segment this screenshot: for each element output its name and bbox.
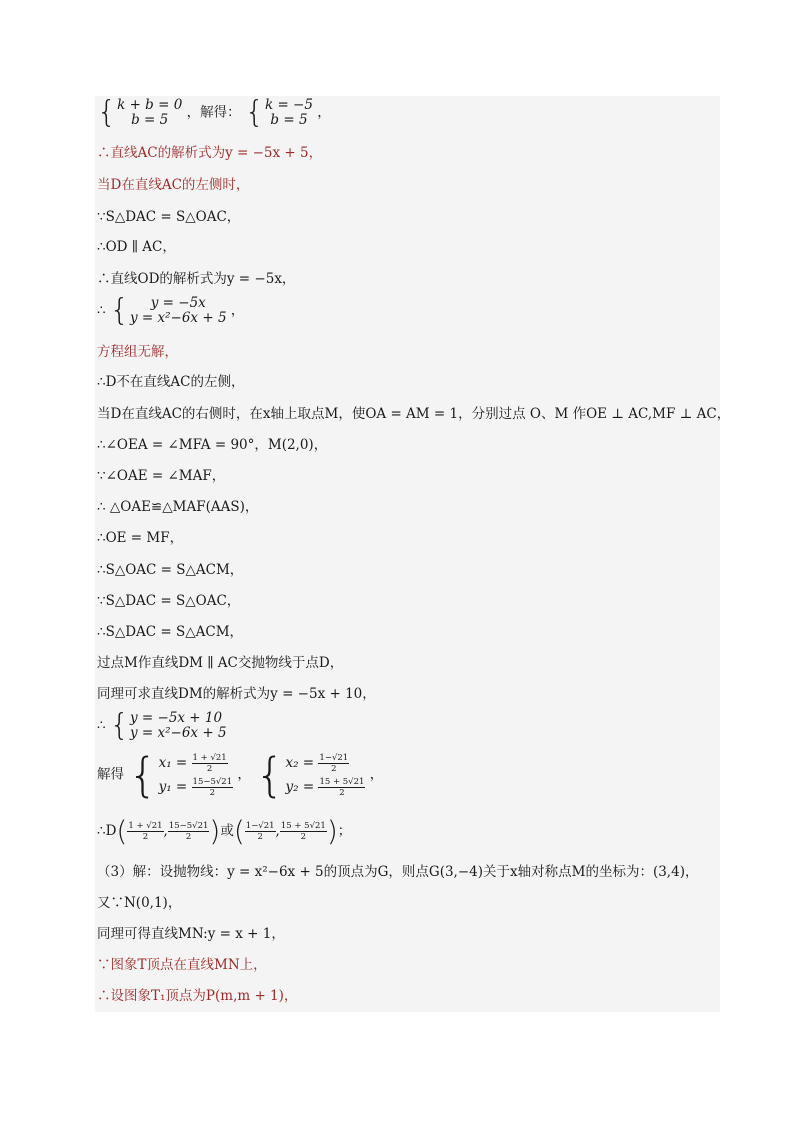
text-line: ∴设图象T₁顶点为P(m,m + 1)， xyxy=(97,988,298,1004)
solutions-line: 解得 { x₁ = $\frac{1 + √21}{2}$ y₁ = $\frac{15-5√21}{2}$ ， { x₂ = $\frac{1-√21}{2}$ y₂ = $\frac{15 + 5√21}{2}$ ， xyxy=(97,748,384,802)
solution-system-1: { x₁ = $\frac{1 + √21}{2}$ y₁ = $\frac{15-5√21}{2}$ xyxy=(128,748,233,802)
equation-system: { k + b = 0 b = 5 xyxy=(97,95,183,130)
text-line: （3）解：设抛物线：y = x²−6x + 5的顶点为G，则点G(3,−4)关于x轴对称点M的坐标为：(3,4)， xyxy=(97,864,699,880)
text-line: ∴S△DAC = S△ACM， xyxy=(97,624,244,640)
text-line: 同理可得直线MN:y = x + 1， xyxy=(97,926,285,942)
equation-system-line: ∴ { y = −5x + 10 y = x²−6x + 5 xyxy=(97,708,227,743)
equation-system-line: { k + b = 0 b = 5 ，解得： { k = −5 b = 5 ， xyxy=(97,95,331,130)
text-line: ∵图象T顶点在直线MN上， xyxy=(97,957,267,973)
text-line: 方程组无解， xyxy=(97,344,178,360)
text-line: ∵S△DAC = S△OAC， xyxy=(97,209,241,225)
equation-system: { y = −5x y = x²−6x + 5 xyxy=(109,293,227,328)
text-line: ∵S△DAC = S△OAC， xyxy=(97,593,241,609)
text-line: ∴直线AC的解析式为y = −5x + 5， xyxy=(97,145,323,161)
equation-system: { y = −5x + 10 y = x²−6x + 5 xyxy=(109,708,227,743)
text-line: ∴D不在直线AC的左侧， xyxy=(97,374,245,390)
text-line: ∴∠OEA = ∠MFA = 90°，M(2,0)， xyxy=(97,437,328,453)
text-line: 又∵N(0,1)， xyxy=(97,895,182,911)
text-line: ∴直线OD的解析式为y = −5x， xyxy=(97,271,296,287)
text-line: ∵∠OAE = ∠MAF， xyxy=(97,468,226,484)
text-line: ∴ △OAE≌△MAF(AAS)， xyxy=(97,499,259,515)
text-line: 过点M作直线DM ∥ AC交抛物线于点D， xyxy=(97,655,344,671)
solution-system: { k = −5 b = 5 xyxy=(244,95,313,130)
point-d-line: ∴D( $\frac{1 + √21}{2}$ , $\frac{15-5√21}{2}$ )或( $\frac{1-√21}{2}$ , $\frac{15 + 5√21}{2}$ )； xyxy=(97,814,352,848)
solution-content xyxy=(95,95,731,1012)
text-line: 当D在直线AC的左侧时， xyxy=(97,177,250,193)
text-line: ∴OE = MF， xyxy=(97,530,184,546)
text-line: ∴OD ∥ AC， xyxy=(97,239,176,255)
text-line: ∴S△OAC = S△ACM， xyxy=(97,562,244,578)
equation-system-line: ∴ { y = −5x y = x²−6x + 5 ， xyxy=(97,293,245,328)
text-line: 当D在直线AC的右侧时，在x轴上取点M，使OA = AM = 1，分别过点 O、M 作OE ⊥ AC,MF ⊥ AC， xyxy=(97,406,731,422)
text-line: 同理可求直线DM的解析式为y = −5x + 10， xyxy=(97,686,376,702)
solution-system-2: { x₂ = $\frac{1-√21}{2}$ y₂ = $\frac{15 + 5√21}{2}$ xyxy=(255,748,365,802)
